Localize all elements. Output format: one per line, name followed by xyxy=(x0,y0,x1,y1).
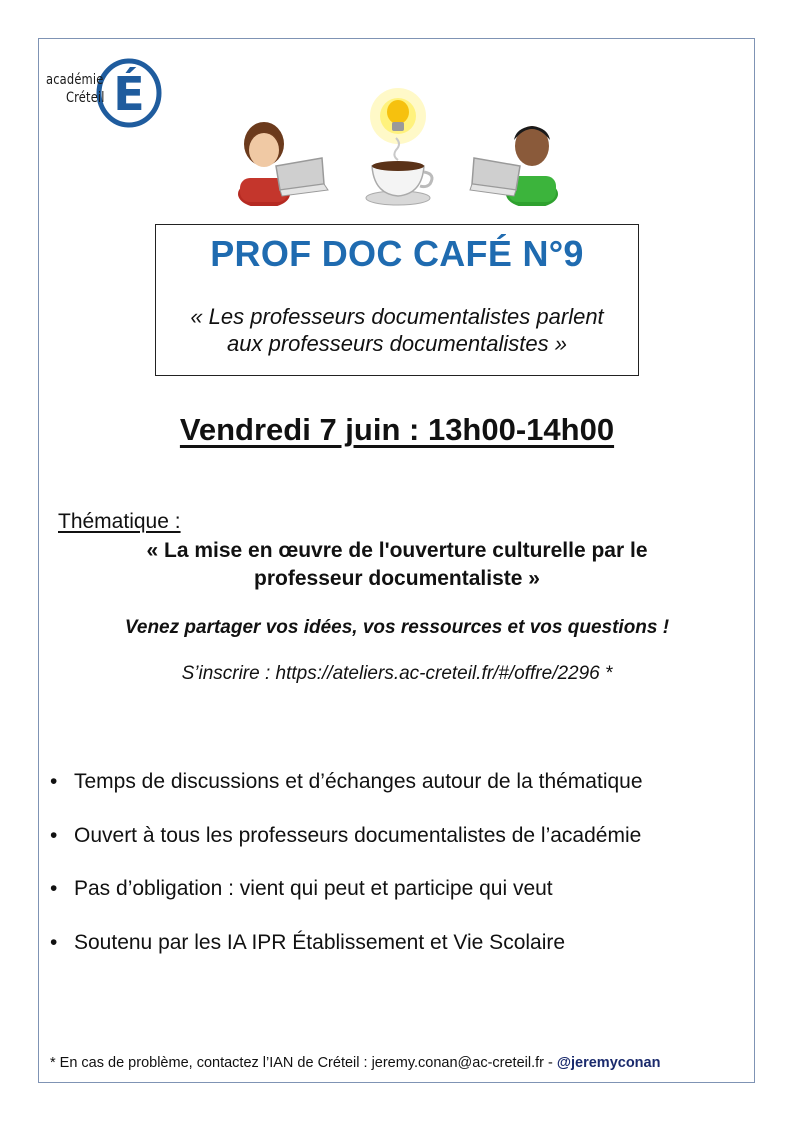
bullet-icon: • xyxy=(50,877,58,900)
subtitle-line-1: « Les professeurs documentalistes parlent xyxy=(190,304,604,329)
man-laptop-icon xyxy=(468,114,564,206)
bullet-icon: • xyxy=(50,770,58,793)
academie-creteil-logo xyxy=(44,44,166,130)
theme-line-1: « La mise en œuvre de l'ouverture culturelle par le xyxy=(146,539,648,562)
list-item: • Temps de discussions et d’échanges autour de la thématique xyxy=(50,770,643,793)
footer-note xyxy=(50,1055,660,1071)
subtitle-line-2: aux professeurs documentalistes » xyxy=(227,331,567,356)
theme-line-2: professeur documentaliste » xyxy=(254,567,540,590)
theme-label: Thématique : xyxy=(58,510,181,533)
signup-link[interactable]: S’inscrire : https://ateliers.ac-creteil.fr/#/offre/2296 * xyxy=(181,663,613,684)
bullet-icon: • xyxy=(50,930,58,954)
invitation-text: Venez partager vos idées, vos ressources et vos questions ! xyxy=(124,617,670,638)
page-title: PROF DOC CAFÉ N°9 xyxy=(210,233,584,274)
bullet-icon: • xyxy=(50,823,58,847)
event-date: Vendredi 7 juin : 13h00-14h00 xyxy=(179,412,615,447)
list-item: • Pas d’obligation : vient qui peut et participe qui veut xyxy=(50,877,553,900)
svg-text:É: É xyxy=(113,67,145,121)
theme-text xyxy=(60,537,734,593)
list-item: • Soutenu par les IA IPR Établissement et Vie Scolaire xyxy=(50,930,566,954)
footer-text: * En cas de problème, contactez l’IAN de Créteil : jeremy.conan@ac-creteil.fr - xyxy=(50,1055,557,1071)
subtitle xyxy=(156,303,638,357)
logo-line-1: académie xyxy=(46,72,104,88)
title-box xyxy=(155,224,639,376)
list-item: • Ouvert à tous les professeurs documentalistes de l’académie xyxy=(50,823,642,847)
woman-laptop-icon xyxy=(234,114,330,206)
logo-line-2: Créteil xyxy=(66,90,105,106)
twitter-handle-link[interactable]: @jeremyconan xyxy=(556,1055,661,1071)
coffee-lightbulb-icon xyxy=(358,86,438,210)
feature-list xyxy=(50,768,643,982)
